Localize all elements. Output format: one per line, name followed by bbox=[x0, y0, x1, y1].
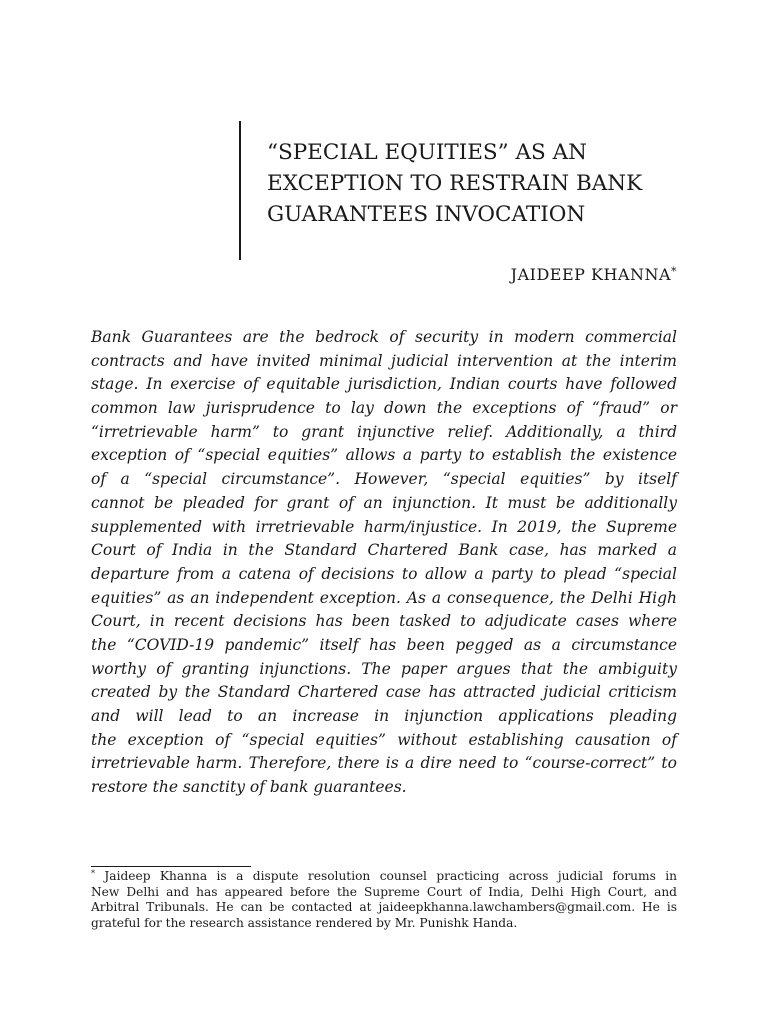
abstract-line: Bank Guarantees are the bedrock of security in modern commercial bbox=[91, 328, 677, 346]
abstract-line: contracts and have invited minimal judicial intervention at the interim bbox=[91, 351, 677, 370]
author-footnote-mark: * bbox=[671, 265, 677, 278]
abstract-line: and will lead to an increase in injunction applications pleading bbox=[91, 707, 677, 725]
footnote-line: Arbitral Tribunals. He can be contacted at jaideepkhanna.lawchambers@gmail.com. He is bbox=[91, 900, 677, 914]
footnote-separator bbox=[91, 866, 251, 867]
abstract-line: the “COVID-19 pandemic” itself has been pegged as a circumstance bbox=[91, 635, 677, 654]
title-line: “SPECIAL EQUITIES” AS AN bbox=[267, 140, 587, 165]
footnote-line bbox=[91, 869, 677, 885]
author-byline bbox=[511, 265, 677, 284]
footnote-mark: * bbox=[91, 869, 95, 878]
abstract-line: stage. In exercise of equitable jurisdiction, Indian courts have followed bbox=[91, 375, 677, 394]
abstract-line: created by the Standard Chartered case has attracted judicial criticism bbox=[91, 683, 677, 702]
abstract-line: Court of India in the Standard Chartered Bank case, has marked a bbox=[91, 541, 677, 560]
footnote-line: grateful for the research assistance rendered by Mr. Punishk Handa. bbox=[91, 915, 518, 930]
author-name: JAIDEEP KHANNA bbox=[510, 265, 671, 284]
footnote-line: New Delhi and has appeared before the Supreme Court of India, Delhi High Court, and bbox=[91, 884, 677, 899]
abstract-line: departure from a catena of decisions to allow a party to plead “special bbox=[91, 564, 677, 583]
abstract-line: restore the sanctity of bank guarantees. bbox=[91, 778, 407, 797]
footnote-line-text: Jaideep Khanna is a dispute resolution counsel practicing across judicial forums in bbox=[104, 869, 677, 883]
abstract-line: cannot be pleaded for grant of an injunction. It must be additionally bbox=[91, 493, 677, 512]
abstract bbox=[91, 326, 677, 800]
title-vertical-rule bbox=[239, 121, 241, 260]
abstract-line: equities” as an independent exception. As a consequence, the Delhi High bbox=[91, 588, 677, 607]
abstract-line: the exception of “special equities” without establishing causation of bbox=[91, 730, 677, 749]
abstract-line: worthy of granting injunctions. The paper argues that the ambiguity bbox=[91, 659, 677, 678]
title-line: GUARANTEES INVOCATION bbox=[267, 202, 586, 227]
abstract-line: irretrievable harm. Therefore, there is a dire need to “course-correct” to bbox=[91, 754, 677, 773]
abstract-line: common law jurisprudence to lay down the exceptions of “fraud” or bbox=[91, 399, 677, 418]
title-line: EXCEPTION TO RESTRAIN BANK bbox=[267, 171, 643, 196]
abstract-line: Court, in recent decisions has been tasked to adjudicate cases where bbox=[91, 612, 677, 631]
abstract-line: supplemented with irretrievable harm/injustice. In 2019, the Supreme bbox=[91, 517, 677, 536]
abstract-line: of a “special circumstance”. However, “special equities” by itself bbox=[91, 470, 677, 489]
abstract-line: exception of “special equities” allows a party to establish the existence bbox=[91, 446, 677, 465]
abstract-line: “irretrievable harm” to grant injunctive relief. Additionally, a third bbox=[91, 422, 677, 441]
article-title bbox=[267, 137, 707, 230]
footnote bbox=[91, 869, 677, 931]
